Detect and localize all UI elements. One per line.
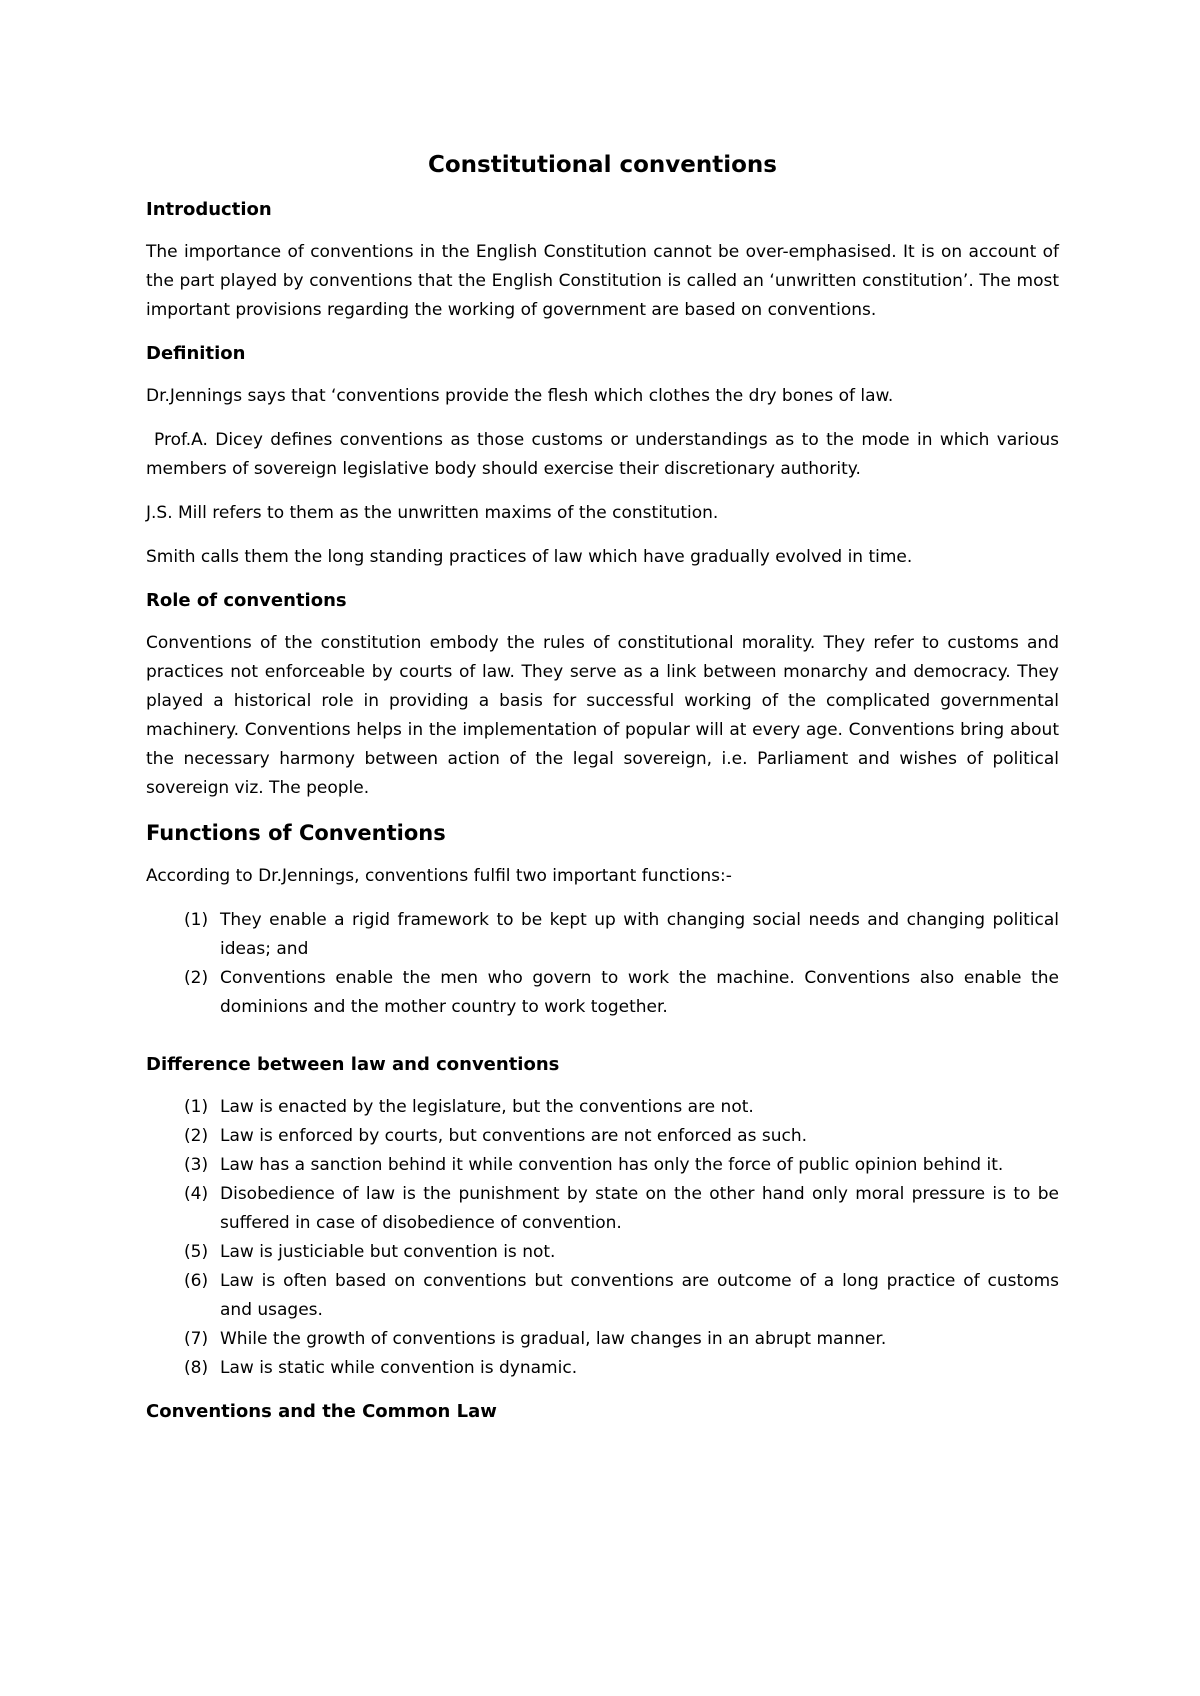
- list-marker: (8): [184, 1358, 209, 1378]
- list-item-text: Disobedience of law is the punishment by state on the other hand only moral pressure is to be suffered in case of disobedience of convention.: [220, 1184, 1059, 1233]
- heading-introduction: Introduction: [146, 199, 272, 220]
- list-item-text: Law is enforced by courts, but conventions are not enforced as such.: [220, 1126, 807, 1146]
- list-item: [146, 1238, 1059, 1267]
- list-marker: (4): [184, 1184, 209, 1204]
- definition-smith: Smith calls them the long standing practices of law which have gradually evolved in time.: [146, 547, 913, 567]
- definition-jennings: Dr.Jennings says that ‘conventions provide the flesh which clothes the dry bones of law.: [146, 386, 894, 406]
- heading-role: Role of conventions: [146, 590, 347, 611]
- list-item: [146, 1354, 1059, 1383]
- heading-difference: Difference between law and conventions: [146, 1054, 560, 1075]
- list-item: [146, 1180, 1059, 1238]
- heading-functions: Functions of Conventions: [146, 821, 446, 845]
- list-item-text: Law has a sanction behind it while convention has only the force of public opinion behind it.: [220, 1155, 1004, 1175]
- list-item-text: Law is often based on conventions but conventions are outcome of a long practice of customs and usages.: [220, 1271, 1059, 1320]
- list-item: [146, 1325, 1059, 1354]
- definition-dicey: Prof.A. Dicey defines conventions as those customs or understandings as to the mode in which various members of sovereign legislative body should exercise their discretionary authority.: [146, 430, 1059, 479]
- section-spacer: [146, 1037, 1059, 1051]
- list-marker: (5): [184, 1242, 209, 1262]
- role-paragraph: Conventions of the constitution embody the rules of constitutional morality. They refer to customs and practices not enforceable by courts of law. They serve as a link between monarchy and democracy. They played a historical role in providing a basis for successful working of the complicated governmental machinery. Conventions helps in the implementation of popular will at every age. Conventions bring about the necessary harmony between action of the legal sovereign, i.e. Parliament and wishes of political sovereign viz. The people.: [146, 633, 1059, 798]
- list-item: [146, 1151, 1059, 1180]
- list-item: [146, 1093, 1059, 1122]
- list-item-text: Law is static while convention is dynamic.: [220, 1358, 578, 1378]
- list-marker: (6): [184, 1271, 209, 1291]
- functions-intro: According to Dr.Jennings, conventions fulfil two important functions:-: [146, 866, 732, 886]
- list-marker: (3): [184, 1155, 209, 1175]
- list-item: [146, 964, 1059, 1022]
- list-marker: (1): [184, 910, 209, 930]
- list-item: [146, 906, 1059, 964]
- list-marker: (1): [184, 1097, 209, 1117]
- list-item-text: While the growth of conventions is gradual, law changes in an abrupt manner.: [220, 1329, 887, 1349]
- list-item-text: They enable a rigid framework to be kept up with changing social needs and changing political ideas; and: [220, 910, 1059, 959]
- list-item: [146, 1122, 1059, 1151]
- functions-list: [146, 906, 1059, 1022]
- introduction-paragraph: The importance of conventions in the English Constitution cannot be over-emphasised. It is on account of the part played by conventions that the English Constitution is called an ‘unwritten constitution’. The most important provisions regarding the working of government are based on conventions.: [146, 242, 1059, 320]
- list-item: [146, 1267, 1059, 1325]
- list-marker: (7): [184, 1329, 209, 1349]
- document-title: Constitutional conventions: [428, 152, 777, 178]
- heading-common-law: Conventions and the Common Law: [146, 1401, 497, 1422]
- list-item-text: Law is enacted by the legislature, but the conventions are not.: [220, 1097, 754, 1117]
- list-marker: (2): [184, 968, 209, 988]
- definition-mill: J.S. Mill refers to them as the unwritten maxims of the constitution.: [146, 503, 719, 523]
- difference-list: [146, 1093, 1059, 1383]
- list-item-text: Law is justiciable but convention is not.: [220, 1242, 556, 1262]
- list-item-text: Conventions enable the men who govern to work the machine. Conventions also enable the dominions and the mother country to work together.: [220, 968, 1059, 1017]
- list-marker: (2): [184, 1126, 209, 1146]
- heading-definition: Definition: [146, 343, 246, 364]
